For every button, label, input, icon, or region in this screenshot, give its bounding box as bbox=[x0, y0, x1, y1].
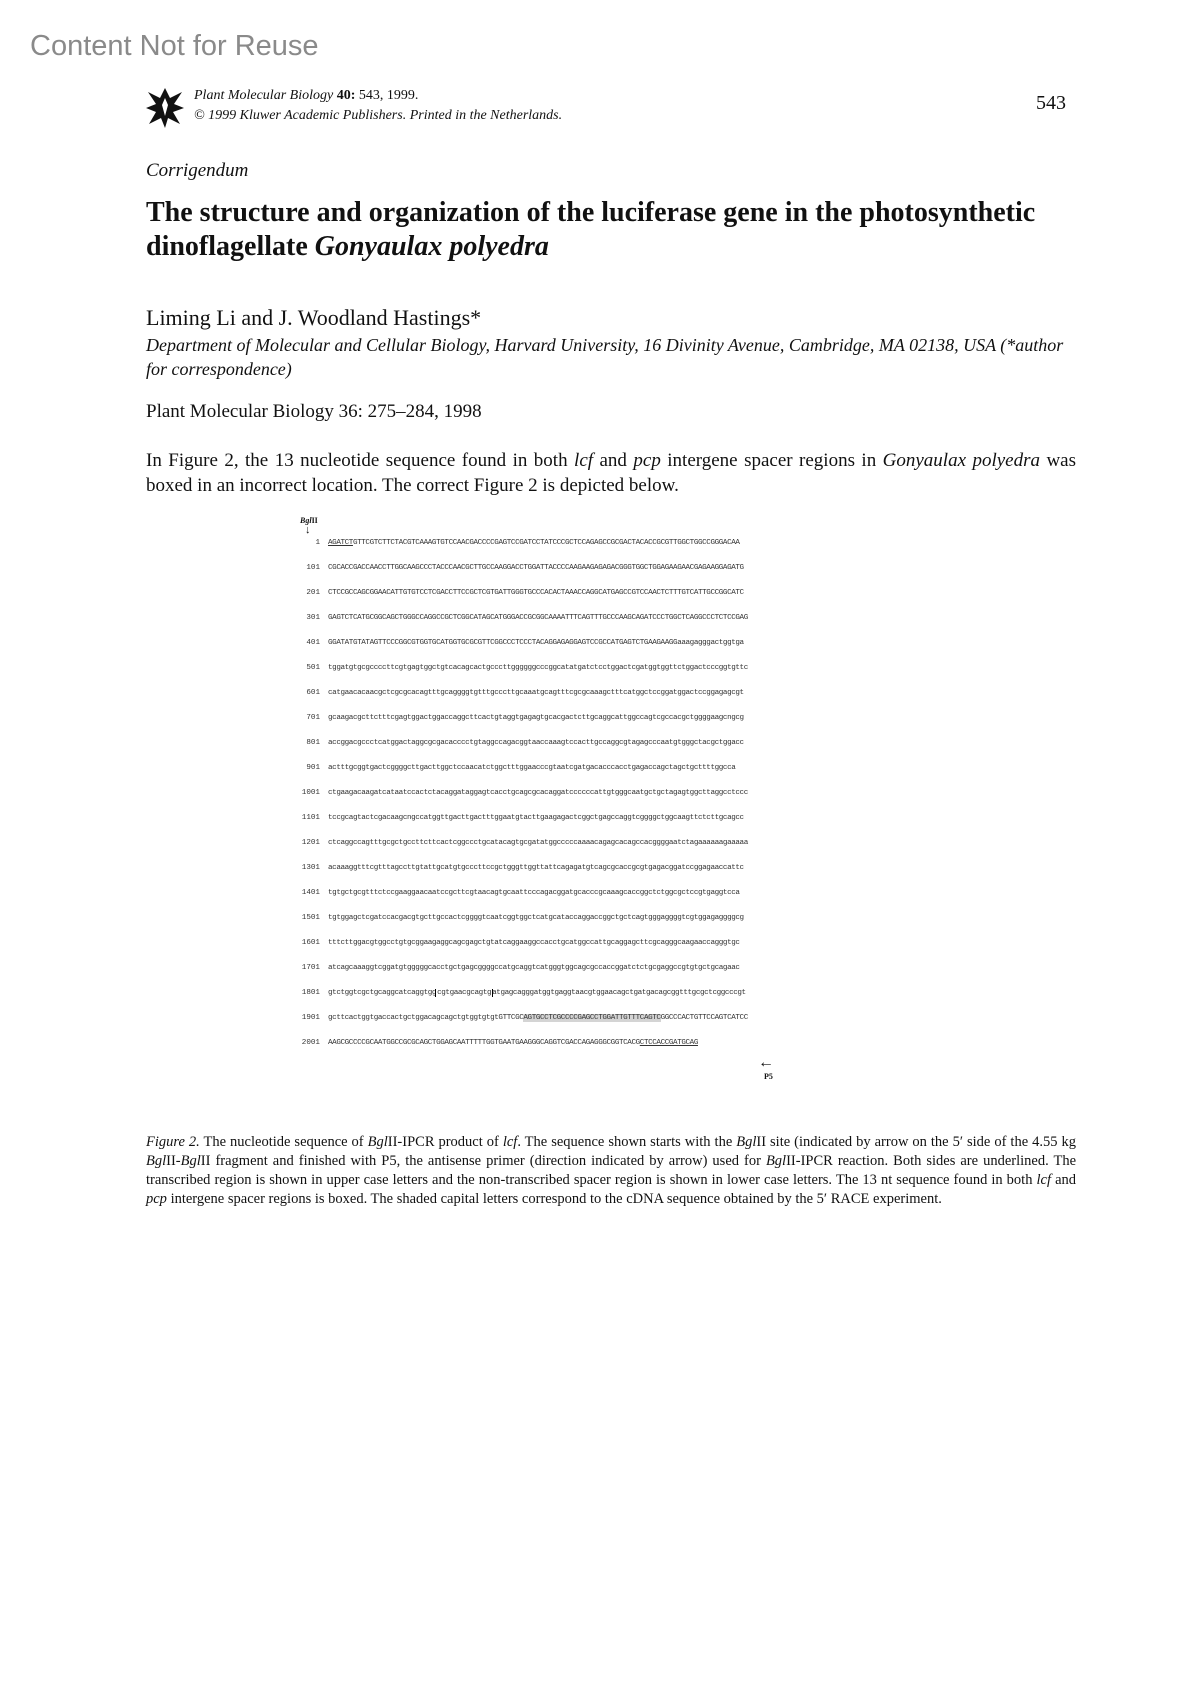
intro-and: and bbox=[593, 450, 634, 471]
intro-paragraph bbox=[146, 448, 1076, 498]
boxed-13nt-sequence: cgtgaacgcagtg bbox=[437, 989, 492, 997]
sequence-row: 501 tggatgtgcgccccttcgtgagtggctgtcacagcactgcccttggggggcccggcatatgatctcctggactcgatggtggttctggactcccggtgttc bbox=[306, 664, 748, 672]
sequence-row: 1701 atcagcaaaggtcggatgtgggggcacctgctgagcggggccatgcaggtcatgggtggcagcgccaccggatctctgcgaggccgtgtgctgcagaac bbox=[301, 964, 740, 972]
sequence-row: 701 gcaagacgcttctttcgagtggactggaccaggcttcactgtaggtgagagtgcacgactcttgcaggcattggccagtcgccacgctggggaagcngcg bbox=[306, 714, 744, 722]
authors: Liming Li and J. Woodland Hastings* bbox=[146, 305, 482, 330]
sequence-row: 1301 acaaaggtttcgtttagccttgtattgcatgtgcccttccgctgggttggttattcagagatgtcagcgcaccgcgtgagacggatccggagaaccattc bbox=[301, 864, 744, 872]
sequence-row: 801 accggacgccctcatggactaggcgcgacacccctgtaggccagacggtaaccaaagtccacttgccaggcgtagagcccaatgtgggctacgctggacc bbox=[306, 739, 744, 747]
intro-pcp: pcp bbox=[633, 450, 661, 471]
figure-2-sequence bbox=[290, 516, 930, 1130]
sequence-row: 2001 AAGCGCCCCGCAATGGCCGCGCAGCTGGAGCAATTTTTGGTGAATGAAGGGCAGGTCGACCAGAGGGCGGTCACGCTCCACCGATGCAG bbox=[301, 1039, 698, 1047]
original-citation: Plant Molecular Biology 36: 275–284, 1998 bbox=[146, 401, 482, 422]
article-type: Corrigendum bbox=[146, 160, 249, 181]
sequence-row: 1001 ctgaagacaagatcataatccactctacaggataggagtcacctgcagcgcacaggatccccccattgtgggcaatgctgctagagtggcttaggcctccc bbox=[301, 789, 748, 797]
journal-name: Plant Molecular Biology bbox=[194, 88, 334, 103]
sequence-row: 901 actttgcggtgactcggggcttgacttggctccaacatctggctttggaacccgtaatcgatgacacccacctgagaccagctagctgcttttggcca bbox=[306, 764, 736, 772]
sequence-row: 1201 ctcaggccagtttgcgctgccttcttcactcggccctgcatacagtgcgatatggcccccaaaacagagcacagccacggggaatctagaaaaaagaaaaa bbox=[301, 839, 748, 847]
intro-species: Gonyaulax polyedra bbox=[882, 450, 1041, 471]
bglii-site-label: BglII bbox=[300, 516, 318, 525]
watermark: Content Not for Reuse bbox=[30, 30, 319, 62]
sequence-row: 1 AGATCTGTTCGTCTTCTACGTCAAAGTGTCCAACGACCCCGAGTCCGATCCTATCCCGCTCCAGAGCCGCGACTACACCGCGTTGGCTGGCCGGGACAA bbox=[315, 539, 740, 547]
journal-header bbox=[146, 84, 1066, 128]
affiliation: Department of Molecular and Cellular Biology, Harvard University, 16 Divinity Avenue, Cambridge, MA 02138, USA (*author for correspondence) bbox=[146, 335, 1064, 379]
sequence-row: 1101 tccgcagtactcgacaagcngccatggttgacttgactttggaatgtacttgaagagactcggctgagccaggtcggggctggcaagttctcttgcagcc bbox=[301, 814, 744, 822]
sequence-row: 1801 gtctggtcgctgcaggcatcaggtggcgtgaacgcagtgatgagcagggatggtgaggtaacgtggaacagctgatgacagcggtttgcgctcggcccgt bbox=[301, 989, 746, 997]
copyright-line: © 1999 Kluwer Academic Publishers. Printed in the Netherlands. bbox=[194, 108, 563, 123]
intro-lcf: lcf bbox=[574, 450, 594, 471]
down-arrow-icon: ↓ bbox=[305, 524, 311, 536]
publisher-logo-icon bbox=[146, 86, 184, 128]
intro-text-2: intergene spacer regions in bbox=[660, 450, 883, 471]
p5-primer-label: P5 bbox=[764, 1072, 773, 1081]
journal-info bbox=[194, 86, 562, 126]
intro-text-1: In Figure 2, the 13 nucleotide sequence found in both bbox=[146, 450, 575, 471]
sequence-row: 1401 tgtgctgcgtttctccgaaggaacaatccgcttcgtaacagtgcaattcccagacggatgcacccgcaaagcaccggctctggcgctccgtgaggtcca bbox=[301, 889, 740, 897]
intro-text-3: was boxed in an incorrect location. The correct Figure 2 is depicted below. bbox=[146, 450, 1077, 496]
sequence-row: 1901 gcttcactggtgaccactgctggacagcagctgtggtgtgtGTTCGCAGTGCCTCGCCCCGAGCCTGGATTGTTTCAGTCGGCCCACTGTTCCAGTCATCC bbox=[301, 1014, 748, 1022]
shaded-cdna-sequence: AGTGCCTCGCCCCGAGCCTGGATTGTTTCAGTC bbox=[523, 1014, 661, 1022]
journal-volume: 40: bbox=[336, 88, 356, 103]
sequence-row: 101 CGCACCGACCAACCTTGGCAAGCCCTACCCAACGCTTGCCAAGGACCTGGATTACCCCAAGAAGAGAGACGGGTGGCTGGAGAAGAACGAGAAGGAGATG bbox=[306, 564, 744, 572]
left-arrow-icon: ← bbox=[758, 1054, 774, 1071]
article-title bbox=[146, 196, 1076, 264]
sequence-row: 1501 tgtggagctcgatccacgacgtgcttgccactcggggtcaatcggtggctcatgcataccaggaccggctgctcagtgggaggggtcgtggagaggggcg bbox=[301, 914, 744, 922]
figure-caption: Figure 2. The nucleotide sequence of BglII-IPCR product of lcf. The sequence shown starts with the BglII site (indicated by arrow on the 5′ side of the 4.55 kg BglII-BglII fragment and finished with P5, the antisense primer (direction indicated by arrow) used for BglII-IPCR reaction. Both sides are underlined. The transcribed region is shown in upper case letters and the non-transcribed spacer region is shown in lower case letters. The 13 nt sequence found in both lcf and pcp intergene spacer regions is boxed. The shaded capital letters correspond to the cDNA sequence obtained by the 5′ RACE experiment. bbox=[146, 1134, 1077, 1207]
sequence-row: 601 catgaacacaacgctcgcgcacagtttgcaggggtgtttgcccttgcaaatgcagtttcgcgcaaagctttcatggctccggatggactccggagagcgt bbox=[306, 689, 744, 697]
title-main: The structure and organization of the luciferase gene in the photosynthetic dinoflagellate bbox=[146, 197, 1036, 262]
sequence-row: 301 GAGTCTCATGCGGCAGCTGGGCCAGGCCGCTCGGCATAGCATGGGACCGCGGCAAAATTTCAGTTTGCCCAAGCAGATCCCTGGCTCAGGCCCTCTCCGAG bbox=[306, 614, 748, 622]
sequence-row: 1601 tttcttggacgtggcctgtgcggaagaggcagcgagctgtatcaggaaggccacctgcatggccattgcaggagcttcgcagggcaagaaccagggtgc bbox=[301, 939, 740, 947]
sequence-row: 201 CTCCGCCAGCGGAACATTGTGTCCTCGACCTTCCGCTCGTGATTGGGTGCCCACACTAAACCAGGCATGAGCCGTCCAACTCTTTGTCATTGCCGGCATC bbox=[306, 589, 744, 597]
sequence-row: 401 GGATATGTATAGTTCCCGGCGTGGTGCATGGTGCGCGTTCGGCCCTCCCTACAGGAGAGGAGTCCGCCATGAGTCTGAAGAAGGaaagagggactggtga bbox=[306, 639, 744, 647]
page-number: 543 bbox=[1036, 92, 1066, 114]
title-species: Gonyaulax polyedra bbox=[314, 231, 549, 262]
journal-pages-year: 543, 1999. bbox=[358, 88, 419, 103]
